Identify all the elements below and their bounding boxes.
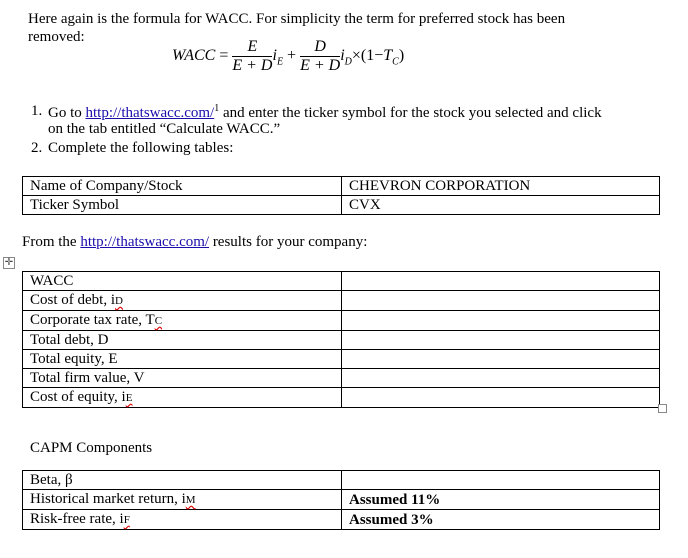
- table-row: [23, 471, 660, 490]
- cell-label: [23, 369, 342, 388]
- company-table: [22, 176, 660, 215]
- label-subscript: E: [125, 392, 133, 404]
- cell-value[interactable]: CHEVRON CORPORATION: [342, 177, 660, 196]
- table-row: [23, 196, 660, 215]
- label-text: Cost of equity, i: [30, 389, 126, 405]
- label-subscript: M: [185, 494, 196, 506]
- label-subscript: C: [154, 315, 163, 327]
- cell-label: [23, 388, 342, 408]
- thatswacc-link[interactable]: http://thatswacc.com/: [85, 105, 215, 121]
- cell-value[interactable]: [342, 311, 660, 331]
- den: E + D: [300, 57, 341, 74]
- label-subscript: D: [115, 295, 123, 307]
- table-row: [23, 388, 660, 408]
- num: E: [232, 38, 272, 57]
- table-row: [23, 311, 660, 331]
- step-1: [31, 103, 602, 137]
- label-text: Total equity, E: [30, 351, 118, 367]
- tail: ×(1−: [351, 47, 384, 65]
- capm-table: [22, 470, 660, 530]
- cell-value[interactable]: [342, 369, 660, 388]
- label-text: Total debt, D: [30, 332, 109, 348]
- cell-label: [23, 291, 342, 311]
- wacc-results-table: [22, 271, 660, 408]
- cell-value[interactable]: [342, 331, 660, 350]
- ie-sub: E: [276, 56, 284, 68]
- table-move-handle-icon[interactable]: ✛: [4, 257, 14, 268]
- cell-value[interactable]: [342, 350, 660, 369]
- cell-value[interactable]: [342, 388, 660, 408]
- cell-value[interactable]: [342, 471, 660, 490]
- cell-label: [23, 331, 342, 350]
- cell-label: [23, 272, 342, 291]
- table-row: [23, 177, 660, 196]
- cell-label: [23, 311, 342, 331]
- fraction-d: [300, 38, 340, 75]
- plus: +: [287, 47, 297, 65]
- fraction-e: [232, 38, 272, 75]
- cell-value[interactable]: [342, 272, 660, 291]
- step-text-2: on the tab entitled “Calculate WACC.”: [48, 121, 281, 137]
- table-row: [23, 291, 660, 311]
- from-post: results for your company:: [209, 234, 368, 250]
- id: i: [340, 47, 345, 65]
- table-row: [23, 331, 660, 350]
- cell-label: Name of Company/Stock: [23, 177, 342, 196]
- step-number: 2.: [31, 140, 43, 156]
- close-paren: ): [398, 47, 405, 65]
- formula-lhs: WACC: [172, 47, 216, 65]
- cell-label: Ticker Symbol: [23, 196, 342, 215]
- step-number: 1.: [31, 103, 43, 119]
- from-pre: From the: [22, 234, 81, 250]
- table-row: [23, 350, 660, 369]
- label-text: Total firm value, V: [30, 370, 145, 386]
- cell-value[interactable]: Assumed 3%: [342, 510, 660, 530]
- step-text: Complete the following tables:: [48, 140, 234, 156]
- formula-eq: =: [219, 47, 229, 65]
- label-text: Risk-free rate, i: [30, 511, 124, 527]
- wacc-formula: [172, 38, 404, 75]
- label-text: Cost of debt, i: [30, 292, 115, 308]
- cell-label: [23, 490, 342, 510]
- cell-value[interactable]: CVX: [342, 196, 660, 215]
- table-row: [23, 369, 660, 388]
- cell-label: [23, 350, 342, 369]
- intro-text: Here again is the formula for WACC. For simplicity the term for preferred stock has been: [28, 11, 566, 27]
- step-2: [31, 140, 234, 157]
- thatswacc-link-2[interactable]: http://thatswacc.com/: [80, 234, 210, 250]
- table-row: [23, 490, 660, 510]
- den: E + D: [232, 57, 273, 74]
- step-text: and enter the ticker symbol for the stock you selected and click: [219, 105, 602, 121]
- cell-label: [23, 471, 342, 490]
- t: T: [383, 47, 393, 65]
- from-text: [22, 234, 367, 251]
- t-sub: C: [392, 56, 399, 68]
- cell-label: [23, 510, 342, 530]
- footnote-ref[interactable]: 1: [214, 103, 220, 114]
- table-row: [23, 272, 660, 291]
- capm-title: CAPM Components: [30, 440, 153, 456]
- label-text: Beta, β: [30, 472, 73, 488]
- cell-value[interactable]: [342, 291, 660, 311]
- label-text: Corporate tax rate, T: [30, 312, 155, 328]
- cell-value[interactable]: Assumed 11%: [342, 490, 660, 510]
- label-text: Historical market return, i: [30, 491, 186, 507]
- label-subscript: F: [123, 514, 130, 526]
- table-resize-handle[interactable]: [658, 404, 667, 413]
- ie: i: [272, 47, 277, 65]
- num: D: [300, 38, 340, 57]
- step-text: Go to: [48, 105, 86, 121]
- id-sub: D: [344, 56, 352, 68]
- table-row: [23, 510, 660, 530]
- label-text: WACC: [30, 273, 74, 289]
- intro-text-2: removed:: [28, 29, 85, 45]
